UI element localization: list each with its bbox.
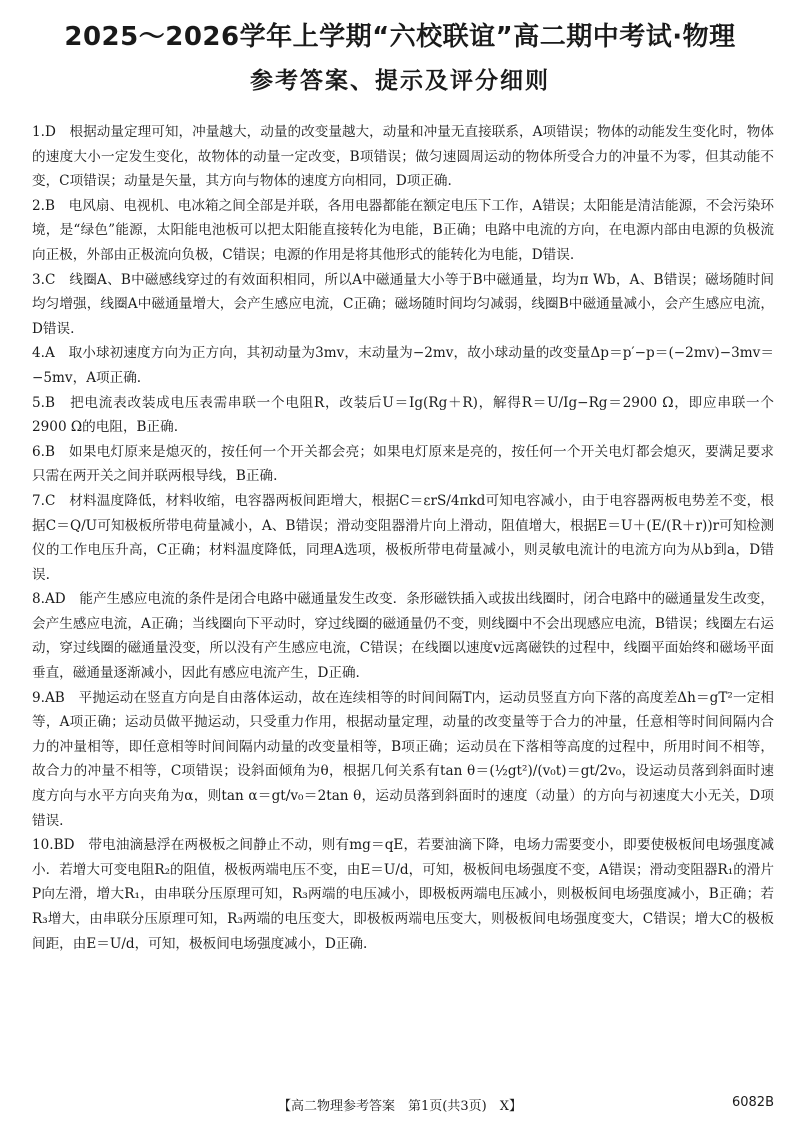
answer-8 [32,587,774,685]
answer-text: 把电流表改装成电压表需串联一个电阻R，改装后U＝Ig(Rg＋R)，解得R＝U/Ig−Rg＝2900 Ω，即应串联一个2900 Ω的电阻，B正确. [32,394,774,436]
answer-number: 1.D [32,124,56,140]
answer-number: 8.AD [32,591,66,608]
answer-number: 2.B [32,197,55,214]
page-subtitle: 参考答案、提示及评分细则 [250,68,550,94]
answer-text: 电风扇、电视机、电冰箱之间全部是并联，各用电器都能在额定电压下工作，A错误；太阳能是清洁能源，不会污染环境，是“绿色”能源，太阳能电池板可以把太阳能直接转化为电能，B正确；电路中电流的方向，在电源内部由电源的负极流向正极，外部由正极流向负极，C错误；电源的作用是将其他形式的能转化为电能，D错误. [32,197,774,263]
answer-text: 平抛运动在竖直方向是自由落体运动，故在连续相等的时间间隔T内，运动员竖直方向下落的高度差Δh＝gT²一定相等，A项正确；运动员做平抛运动，只受重力作用，根据动量定理，动量的改变量等于合力的冲量，任意相等时间间隔内合力的冲量相等，即任意相等时间间隔内动量的改变量相等，B项正确；运动员在下落相等高度的过程中，所用时间不相等，故合力的冲量不相等，C项错误；设斜面倾角为θ，根据几何关系有tan θ＝(½gt²)/(v₀t)＝gt/2v₀，设运动员落到斜面时速度方向与水平方向夹角为α，则tan α＝gt/v₀＝2tan θ，运动员落到斜面时的速度（动量）的方向与初速度大小无关，D项错误. [32,689,774,829]
answer-4 [32,341,774,390]
answer-text: 线圈A、B中磁感线穿过的有效面积相同，所以A中磁通量大小等于B中磁通量，均为π Wb，A、B错误；磁场随时间均匀增强，线圈A中磁通量增大，会产生感应电流，C正确；磁场随时间均匀减弱，线圈B中磁通量减小，会产生感应电流，D错误. [32,271,774,337]
answer-1 [32,120,774,194]
footer-code: 6082B [731,1095,774,1110]
answer-6 [32,440,774,489]
answer-number: 9.AB [32,689,65,706]
answer-text: 取小球初速度方向为正方向，其初动量为3mv，末动量为−2mv，故小球动量的改变量Δp＝p′−p＝(−2mv)−3mv＝−5mv，A项正确. [32,345,774,386]
answer-number: 3.C [32,271,56,288]
answer-10 [32,833,774,956]
answer-list [32,120,774,956]
answer-7 [32,489,774,587]
answer-text: 能产生感应电流的条件是闭合电路中磁通量发生改变．条形磁铁插入或拔出线圈时，闭合电路中的磁通量发生改变，会产生感应电流，A正确；当线圈向下平动时，穿过线圈的磁通量仍不变，则线圈中不会出现感应电流，B错误；线圈左右运动，穿过线圈的磁通量没变，所以没有产生感应电流，C错误；在线圈以速度v远离磁铁的过程中，线圈平面始终和磁场平面垂直，磁通量逐渐减小，因此有感应电流产生，D正确. [32,591,775,682]
answer-9 [32,686,774,834]
answer-number: 4.A [32,345,55,362]
answer-text: 如果电灯原来是熄灭的，按任何一个开关都会亮；如果电灯原来是亮的，按任何一个开关电灯都会熄灭，要满足要求只需在两开关之间并联两根导线，B正确. [32,443,774,485]
answer-3 [32,268,774,342]
answer-5 [32,391,774,440]
answer-number: 6.B [32,443,55,460]
answer-2 [32,194,774,268]
footer-page-info: 【高二物理参考答案 第1页(共3页) X】 [278,1099,522,1114]
answer-number: 10.BD [32,837,75,854]
answer-number: 5.B [32,394,55,411]
answer-text: 根据动量定理可知，冲量越大，动量的改变量越大，动量和冲量无直接联系，A项错误；物体的动能发生变化时，物体的速度大小一定发生变化，故物体的动量一定改变，B项错误；做匀速圆周运动的物体所受合力的冲量不为零，但其动能不变，C项错误；动量是矢量，其方向与物体的速度方向相同，D项正确. [32,124,774,190]
answer-number: 7.C [32,492,56,509]
page-title: 2025～2026学年上学期“六校联谊”高二期中考试·物理 [64,22,736,52]
answer-text: 带电油滴悬浮在两极板之间静止不动，则有mg＝qE，若要油滴下降，电场力需要变小，即要使极板间电场强度减小．若增大可变电阻R₂的阻值，极板两端电压不变，由E＝U/d，可知，极板间电场强度不变，A错误；滑动变阻器R₁的滑片P向左滑，增大R₁，由串联分压原理可知，R₃两端的电压减小，即极板两端电压减小，则极板间电场强度减小，B正确；若R₃增大，由串联分压原理可知，R₃两端的电压变大，即极板两端电压变大，则极板间电场强度变大，C错误；增大C的极板间距，由E＝U/d，可知，极板间电场强度减小，D正确. [32,837,775,952]
answer-text: 材料温度降低，材料收缩，电容器两板间距增大，根据C＝εrS/4πkd可知电容减小，由于电容器两板电势差不变，根据C＝Q/U可知极板所带电荷量减小，A、B错误；滑动变阻器滑片向上滑动，阻值增大，根据E＝U＋(E/(R＋r))r可知检测仪的工作电压升高，C正确；材料温度降低，同理A选项，极板所带电荷量减小，则灵敏电流计的电流方向为从b到a，D错误. [32,492,775,583]
